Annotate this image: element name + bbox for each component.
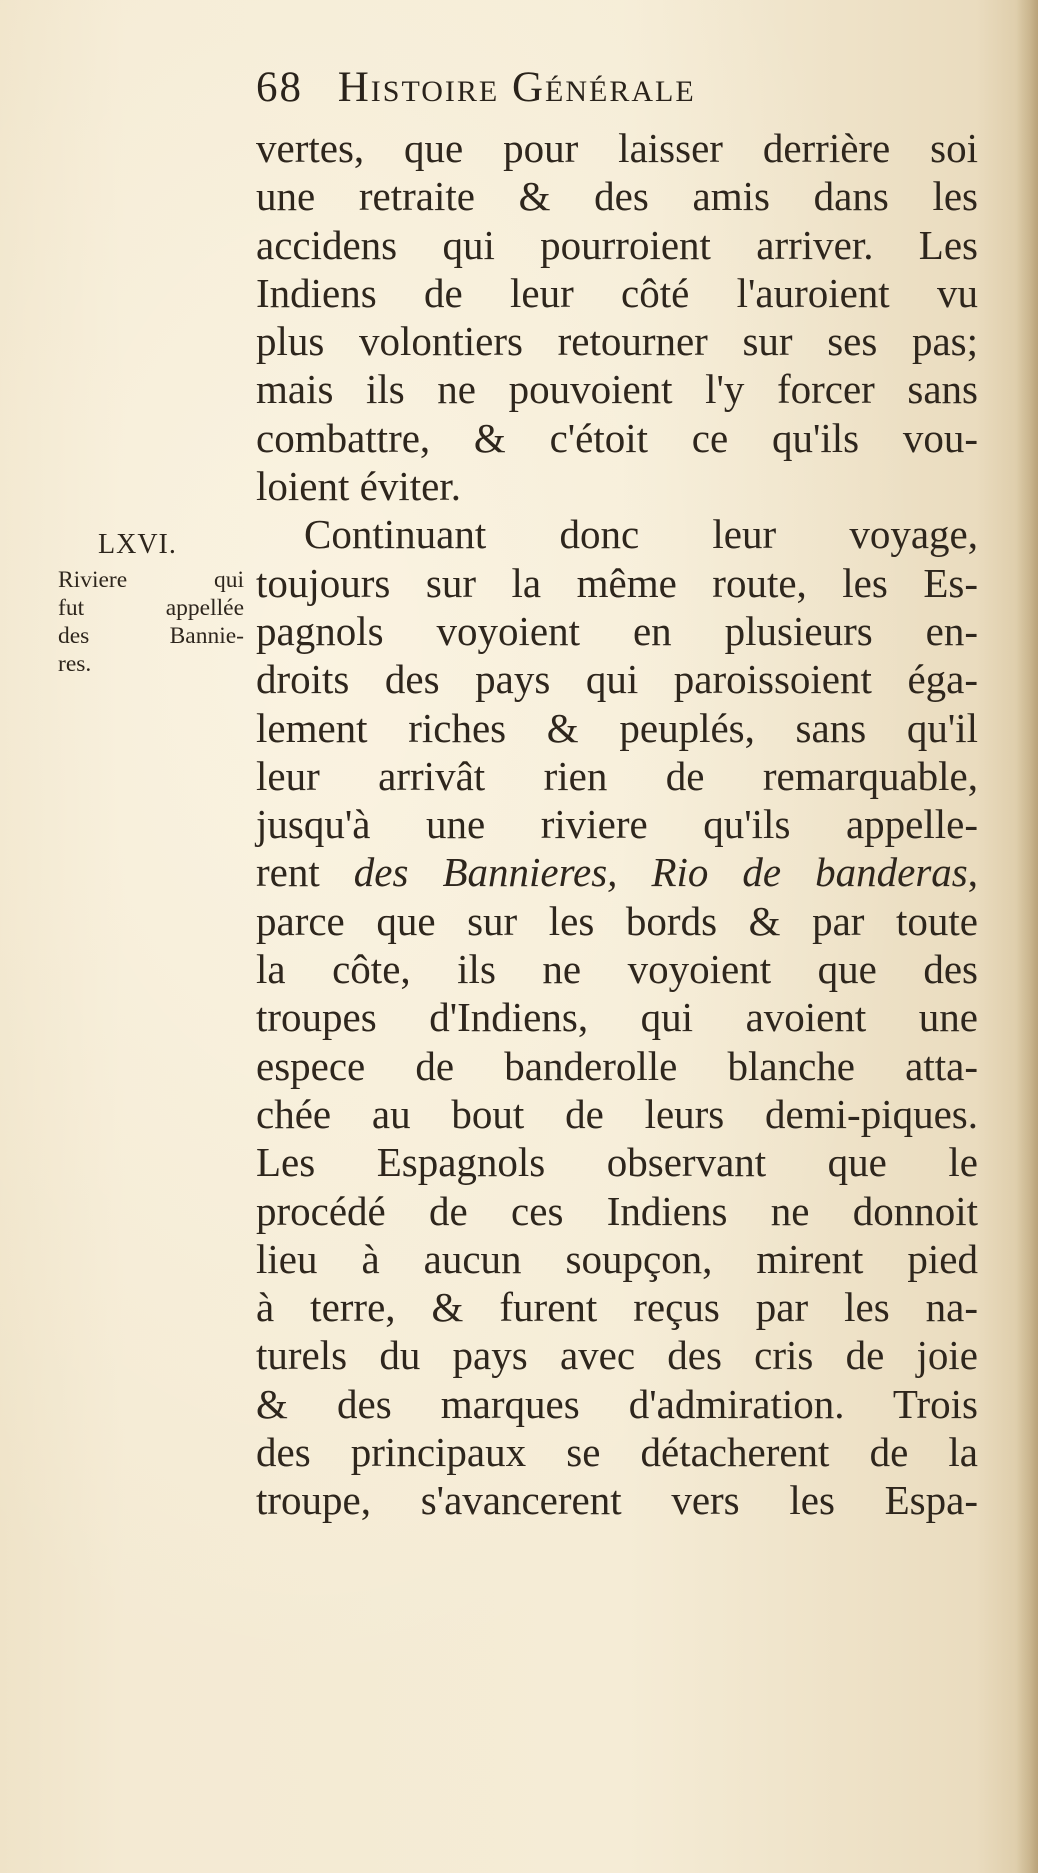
- text-segment: ,: [967, 849, 978, 896]
- text-line: loient éviter.: [256, 463, 461, 510]
- text-segment: rent: [256, 849, 320, 896]
- running-head: [256, 58, 696, 118]
- body-text: [256, 124, 978, 1525]
- text-line: lement riches & peuplés, sans qu'il: [256, 704, 978, 751]
- text-line: mais ils ne pouvoient l'y forcer sans: [256, 366, 978, 413]
- text-line: droits des pays qui paroissoient éga-: [256, 656, 978, 703]
- text-line: accidens qui pourroient arriver. Les: [256, 221, 978, 268]
- text-line: turels du pays avec des cris de joie: [256, 1332, 978, 1379]
- margin-note: [58, 528, 248, 678]
- text-line: pagnols voyoient en plusieurs en-: [256, 607, 978, 654]
- page-number: 68: [256, 64, 303, 111]
- text-line: la côte, ils ne voyoient que des: [256, 946, 978, 993]
- text-line: à terre, & furent reçus par les na-: [256, 1284, 978, 1331]
- text-line: jusqu'à une riviere qu'ils appelle-: [256, 801, 978, 848]
- margin-note-line: res.: [58, 651, 92, 677]
- text-line: une retraite & des amis dans les: [256, 173, 978, 220]
- text-line: leur arrivât rien de remarquable,: [256, 752, 978, 799]
- margin-note-line: Riviere qui: [58, 567, 244, 593]
- text-line: troupe, s'avancerent vers les Espa-: [256, 1477, 978, 1524]
- text-line: plus volontiers retourner sur ses pas;: [256, 318, 978, 365]
- text-line: toujours sur la même route, les Es-: [256, 559, 978, 606]
- margin-note-line: des Bannie-: [58, 623, 244, 649]
- text-line: & des marques d'admiration. Trois: [256, 1380, 978, 1427]
- text-line: Indiens de leur côté l'auroient vu: [256, 269, 978, 316]
- italic-river-name: des Bannieres, Rio de banderas: [353, 849, 968, 896]
- margin-note-line: fut appellée: [58, 595, 244, 621]
- chapter-number: LXVI.: [98, 529, 177, 560]
- text-line: vertes, que pour laisser derrière soi: [256, 125, 978, 171]
- text-line: parce que sur les bords & par toute: [256, 897, 978, 944]
- text-line: Les Espagnols observant que le: [256, 1139, 978, 1186]
- text-line: combattre, & c'étoit ce qu'ils vou-: [256, 414, 978, 461]
- text-line: troupes d'Indiens, qui avoient une: [256, 994, 978, 1041]
- text-line: lieu à aucun soupçon, mirent pied: [256, 1235, 978, 1282]
- text-line: espece de banderolle blanche atta-: [256, 1042, 978, 1089]
- text-line: procédé de ces Indiens ne donnoit: [256, 1187, 978, 1234]
- running-title: Histoire Générale: [337, 64, 696, 111]
- text-line-with-italic: [256, 848, 978, 896]
- text-line: des principaux se détacherent de la: [256, 1429, 978, 1476]
- text-line: chée au bout de leurs demi-piques.: [256, 1090, 978, 1137]
- page-edge-shadow: [1016, 0, 1038, 1873]
- text-line: Continuant donc leur voyage,: [304, 511, 978, 558]
